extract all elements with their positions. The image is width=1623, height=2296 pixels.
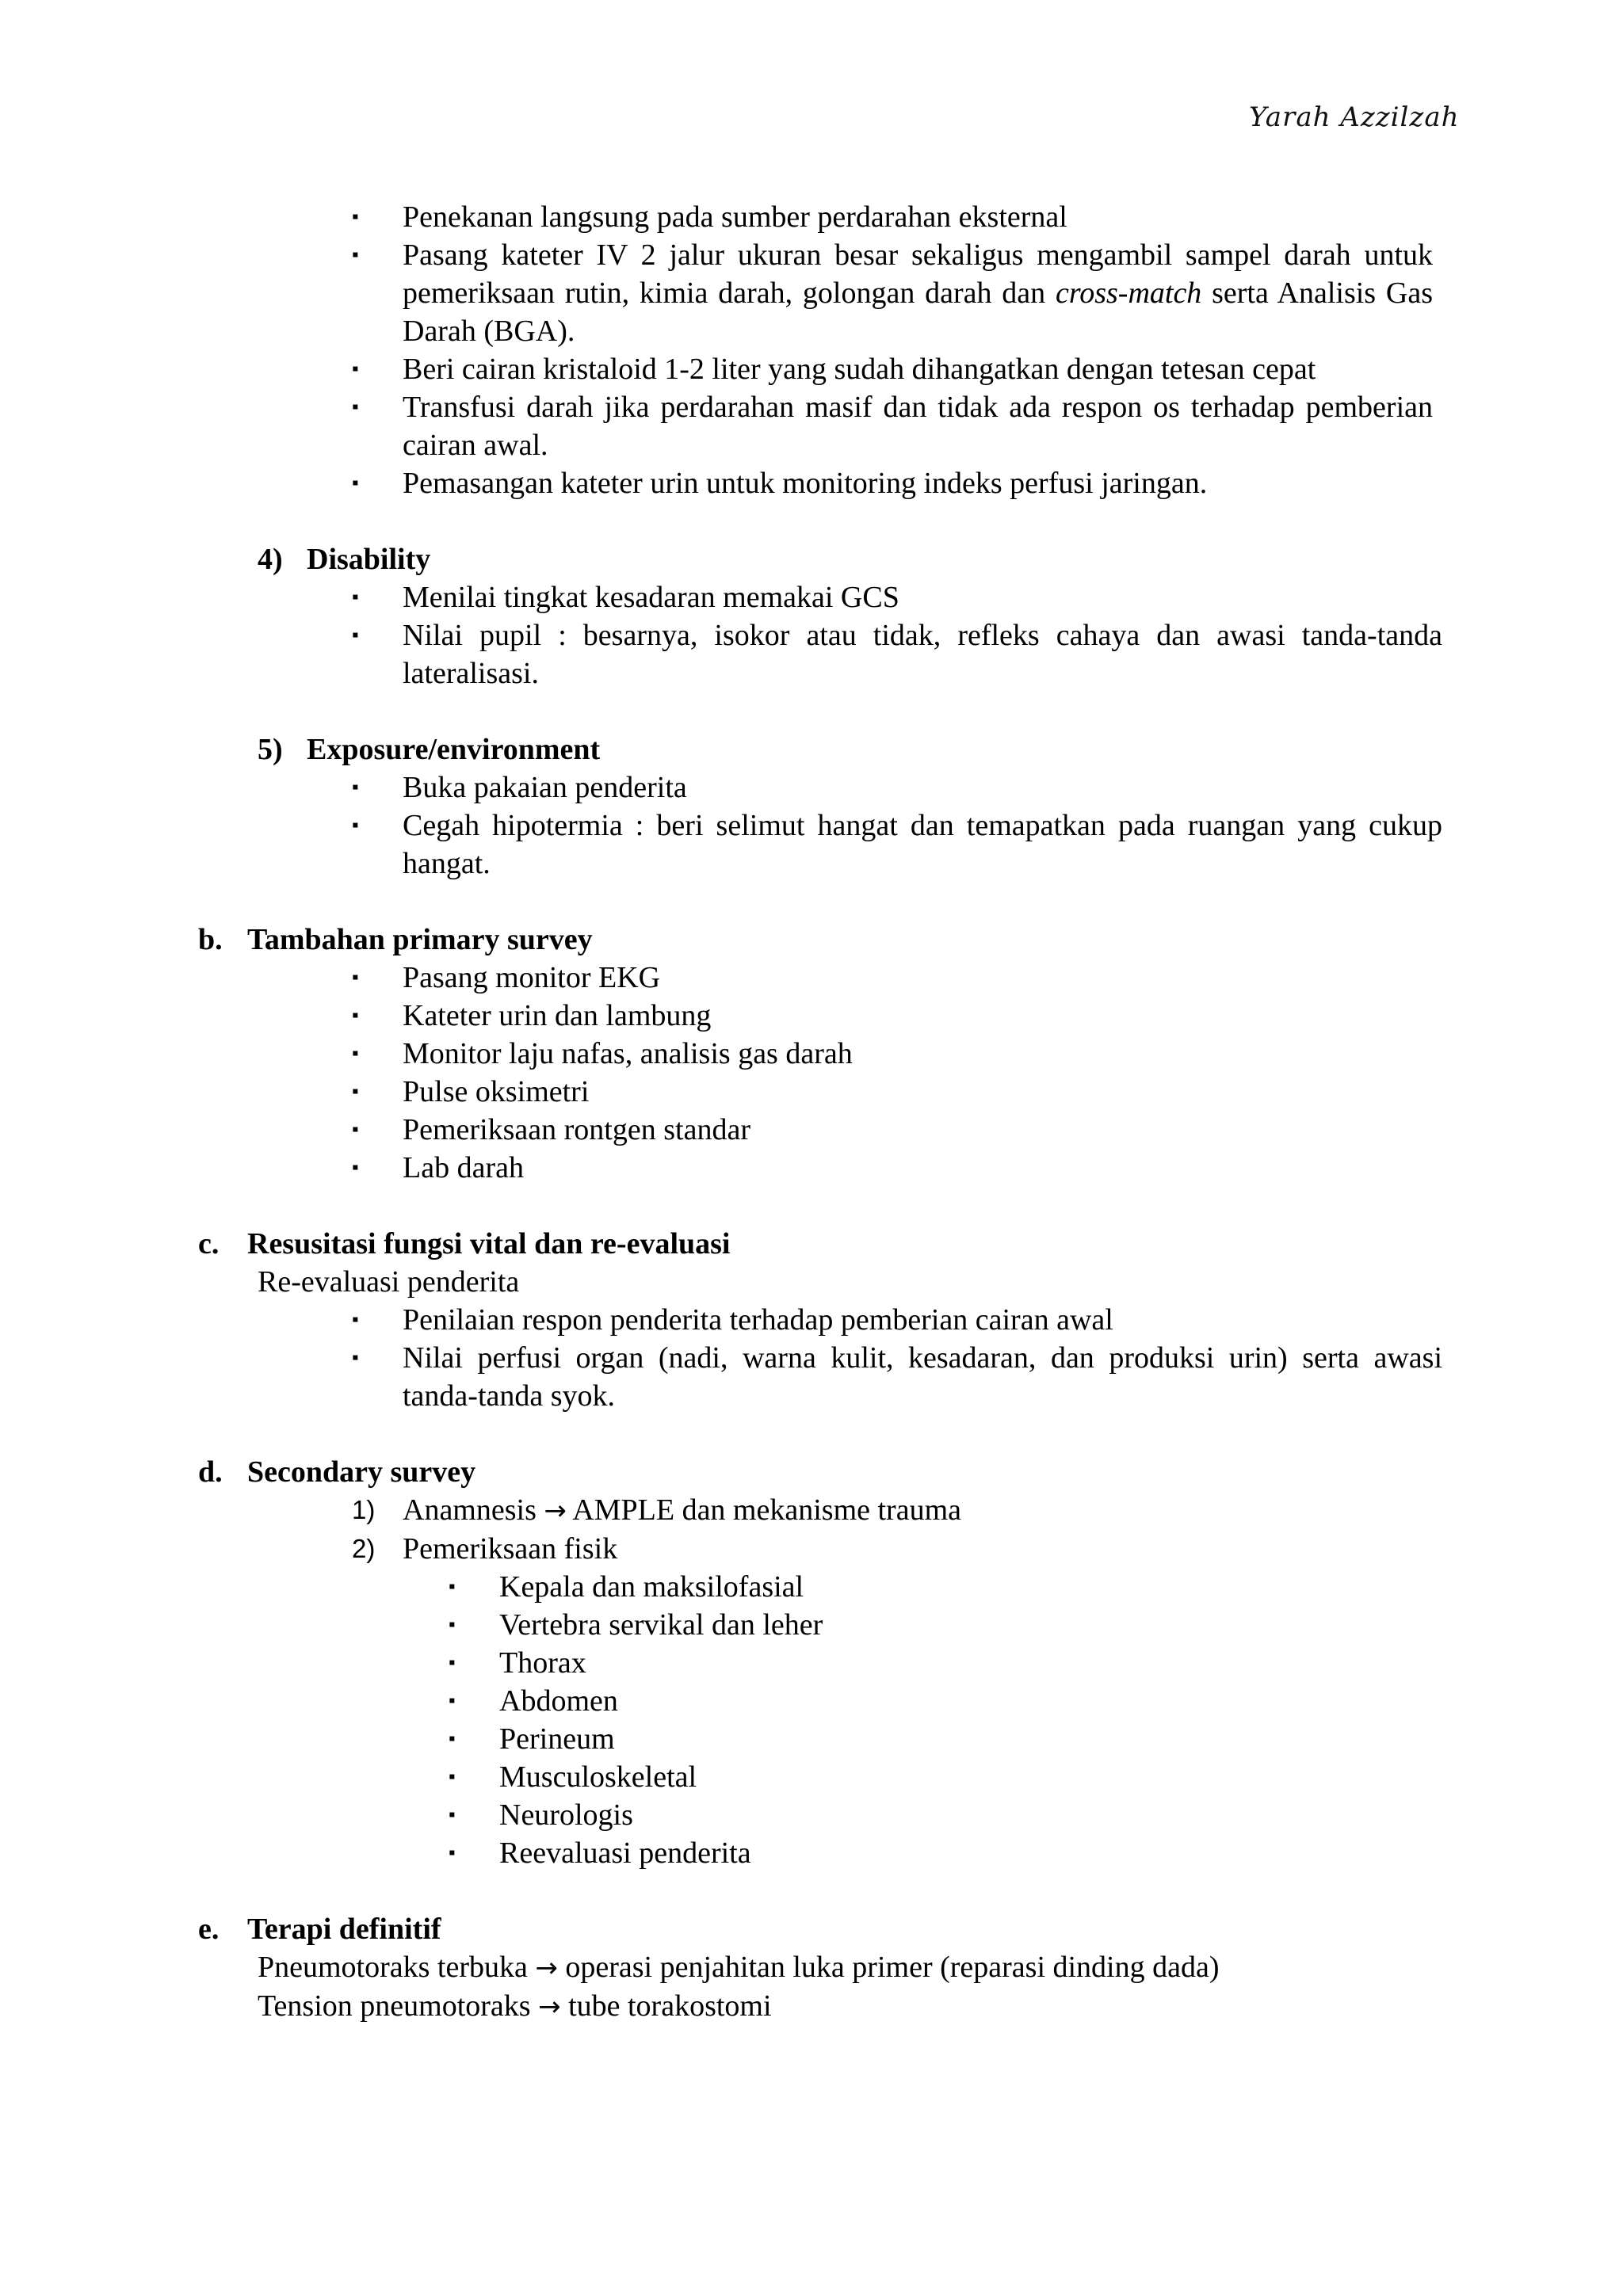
section-number: 5) — [258, 733, 283, 766]
bullet-icon: ▪ — [352, 397, 359, 418]
sub-list-item — [0, 1568, 1623, 1606]
section-heading — [0, 921, 1623, 959]
list-item-text: Lab darah — [403, 1151, 524, 1184]
list-item — [0, 997, 1623, 1035]
bullet-icon: ▪ — [352, 777, 359, 798]
bullet-icon: ▪ — [449, 1653, 456, 1673]
section-label: d. — [198, 1455, 223, 1489]
bullet-icon: ▪ — [352, 815, 359, 836]
numbered-item — [0, 1491, 1623, 1530]
sub-list-item — [0, 1758, 1623, 1796]
section-heading — [0, 1910, 1623, 1948]
list-item-text: Abdomen — [499, 1684, 618, 1718]
section-label: b. — [198, 923, 223, 956]
list-item-text: serta Analisis Gas Darah (BGA). — [403, 277, 1433, 348]
list-item — [0, 1149, 1623, 1187]
section-title: Terapi definitif — [247, 1913, 441, 1946]
numbered-item — [0, 1530, 1623, 1568]
bullet-icon: ▪ — [449, 1577, 456, 1597]
sub-list-item — [0, 1796, 1623, 1834]
author-signature: Yarah Azzilzah — [1249, 101, 1460, 133]
arrow-right-icon: → — [544, 1495, 567, 1527]
list-item-text: Kepala dan maksilofasial — [499, 1570, 804, 1604]
list-item-text: Thorax — [499, 1646, 586, 1680]
section-number: 4) — [258, 543, 283, 576]
document-body — [0, 198, 1623, 2026]
sub-list-item — [0, 1682, 1623, 1720]
list-item — [0, 464, 1623, 502]
section-title: Exposure/environment — [307, 733, 601, 766]
list-item — [0, 1111, 1623, 1149]
sub-list-item — [0, 1644, 1623, 1682]
section-heading — [0, 730, 1623, 769]
list-item-text: Beri cairan kristaloid 1-2 liter yang sudah dihangatkan dengan tetesan cepat — [403, 353, 1316, 386]
bullet-icon: ▪ — [352, 625, 359, 646]
list-item-text: Cegah hipotermia : beri selimut hangat dan temapatkan pada ruangan yang cukup hangat. — [403, 809, 1442, 880]
condition-text: Pneumotoraks terbuka — [258, 1951, 528, 1984]
bullet-icon: ▪ — [449, 1805, 456, 1825]
bullet-icon: ▪ — [352, 207, 359, 227]
section-label: e. — [198, 1913, 220, 1946]
section-title: Resusitasi fungsi vital dan re-evaluasi — [247, 1227, 731, 1261]
list-item-text: Perineum — [499, 1722, 615, 1756]
therapy-line — [0, 1948, 1623, 1987]
list-item-text: Penekanan langsung pada sumber perdarahan eksternal — [403, 200, 1067, 234]
list-item-text: Kateter urin dan lambung — [403, 999, 712, 1032]
list-item-text: Menilai tingkat kesadaran memakai GCS — [403, 581, 899, 614]
list-item — [0, 1339, 1623, 1415]
list-item — [0, 388, 1623, 464]
section-title: Tambahan primary survey — [247, 923, 593, 956]
list-item-text: Penilaian respon penderita terhadap pemberian cairan awal — [403, 1303, 1113, 1337]
item-number: 2) — [352, 1534, 376, 1563]
list-item — [0, 1301, 1623, 1339]
list-item — [0, 807, 1623, 883]
bullet-icon: ▪ — [352, 1310, 359, 1330]
list-item-text: Pulse oksimetri — [403, 1075, 590, 1108]
list-item-text: Musculoskeletal — [499, 1760, 697, 1794]
list-item-text: Nilai perfusi organ (nadi, warna kulit, kesadaran, dan produksi urin) serta awasi tanda-tanda syok. — [403, 1341, 1442, 1413]
section-heading — [0, 540, 1623, 578]
therapy-text: tube torakostomi — [568, 1989, 772, 2023]
section-label: c. — [198, 1227, 220, 1261]
bullet-icon: ▪ — [352, 473, 359, 494]
section-heading — [0, 1225, 1623, 1263]
list-item — [0, 769, 1623, 807]
sub-list-item — [0, 1720, 1623, 1758]
list-item-text: Pemasangan kateter urin untuk monitoring indeks perfusi jaringan. — [403, 467, 1208, 500]
list-item-text: Neurologis — [499, 1798, 633, 1832]
section-title: Secondary survey — [247, 1455, 476, 1489]
bullet-icon: ▪ — [352, 1005, 359, 1026]
bullet-icon: ▪ — [352, 1158, 359, 1178]
bullet-icon: ▪ — [352, 587, 359, 608]
list-item-text: Pasang kateter IV 2 jalur ukuran besar sekaligus mengambil sampel darah untuk pemeriksaan rutin, kimia darah, golongan darah dan — [403, 238, 1433, 310]
list-item — [0, 1073, 1623, 1111]
bullet-icon: ▪ — [352, 1081, 359, 1102]
list-item-text: Pasang monitor EKG — [403, 961, 661, 994]
section-intro: Re-evaluasi penderita — [258, 1265, 520, 1299]
sub-list-item — [0, 1834, 1623, 1872]
section-heading — [0, 1453, 1623, 1491]
list-item — [0, 1035, 1623, 1073]
list-item-text: Transfusi darah jika perdarahan masif dan tidak ada respon os terhadap pemberian cairan awal. — [403, 391, 1433, 462]
list-item — [0, 578, 1623, 616]
arrow-right-icon: → — [535, 1952, 558, 1984]
list-item — [0, 350, 1623, 388]
bullet-icon: ▪ — [449, 1767, 456, 1787]
list-item — [0, 198, 1623, 236]
bullet-icon: ▪ — [352, 1119, 359, 1140]
list-item — [0, 616, 1623, 692]
bullet-icon: ▪ — [449, 1843, 456, 1863]
condition-text: Tension pneumotoraks — [258, 1989, 531, 2023]
list-item — [0, 959, 1623, 997]
item-text: Pemeriksaan fisik — [403, 1532, 618, 1566]
therapy-line — [0, 1987, 1623, 2026]
item-text: AMPLE dan mekanisme trauma — [572, 1493, 961, 1527]
item-text: Anamnesis — [403, 1493, 537, 1527]
section-title: Disability — [307, 543, 431, 576]
list-item-text: Vertebra servikal dan leher — [499, 1608, 823, 1642]
bullet-icon: ▪ — [352, 1043, 359, 1064]
bullet-icon: ▪ — [352, 359, 359, 379]
bullet-icon: ▪ — [449, 1729, 456, 1749]
list-item-text: Buka pakaian penderita — [403, 771, 687, 804]
bullet-icon: ▪ — [352, 245, 359, 265]
bullet-icon: ▪ — [449, 1615, 456, 1635]
bullet-icon: ▪ — [352, 967, 359, 988]
arrow-right-icon: → — [538, 1991, 561, 2023]
list-item-text: Nilai pupil : besarnya, isokor atau tidak, refleks cahaya dan awasi tanda-tanda lateralisasi. — [403, 619, 1442, 690]
list-item — [0, 236, 1623, 350]
list-item-text: Reevaluasi penderita — [499, 1836, 751, 1870]
item-number: 1) — [352, 1495, 376, 1524]
list-item-emphasis: cross-match — [1055, 277, 1202, 310]
bullet-icon: ▪ — [449, 1691, 456, 1711]
therapy-text: operasi penjahitan luka primer (reparasi dinding dada) — [565, 1951, 1220, 1984]
list-item-text: Monitor laju nafas, analisis gas darah — [403, 1037, 853, 1070]
sub-list-item — [0, 1606, 1623, 1644]
list-item-text: Pemeriksaan rontgen standar — [403, 1113, 750, 1146]
bullet-icon: ▪ — [352, 1348, 359, 1368]
